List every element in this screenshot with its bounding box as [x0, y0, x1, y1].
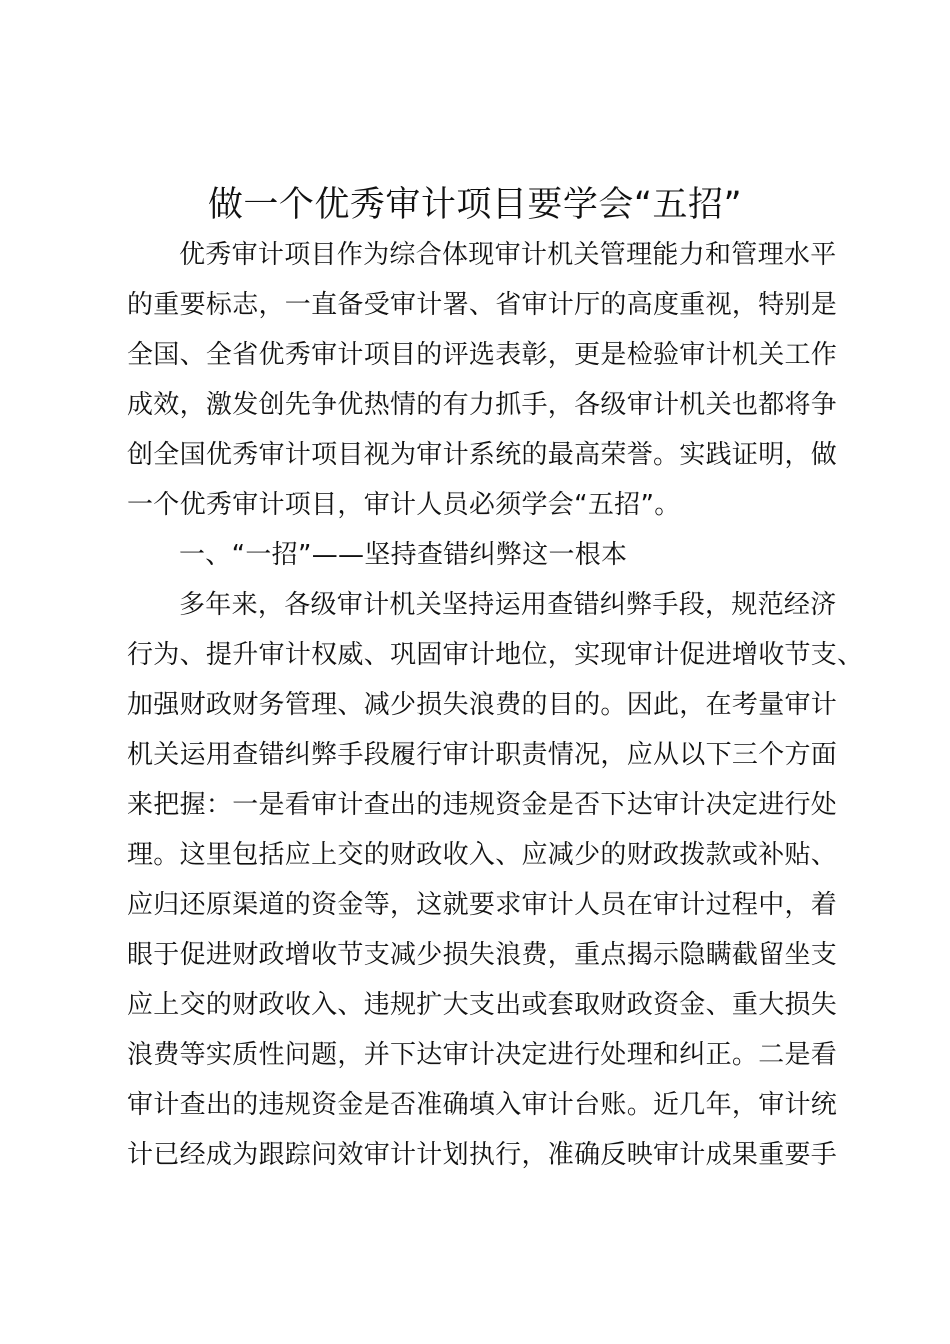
- text-line: 多年来，各级审计机关坚持运用查错纠弊手段，规范经济: [179, 590, 837, 620]
- text-line: 全国、全省优秀审计项目的评选表彰，更是检验审计机关工作: [127, 340, 838, 370]
- text-line: 机关运用查错纠弊手段履行审计职责情况，应从以下三个方面: [127, 740, 838, 770]
- text-line: 行为、提升审计权威、巩固审计地位，实现审计促进增收节支、: [127, 640, 864, 670]
- text-line: 浪费等实质性问题，并下达审计决定进行处理和纠正。二是看: [127, 1040, 838, 1070]
- document-body: [127, 230, 864, 1180]
- text-line: 理。这里包括应上交的财政收入、应减少的财政拨款或补贴、: [127, 840, 838, 870]
- text-line: 成效，激发创先争优热情的有力抓手，各级审计机关也都将争: [127, 390, 838, 420]
- text-line: 一个优秀审计项目，审计人员必须学会“五招”。: [127, 490, 681, 520]
- text-line: 计已经成为跟踪问效审计计划执行，准确反映审计成果重要手: [127, 1140, 838, 1170]
- text-line: 审计查出的违规资金是否准确填入审计台账。近几年，审计统: [127, 1090, 838, 1120]
- text-line: 优秀审计项目作为综合体现审计机关管理能力和管理水平: [179, 240, 837, 270]
- text-line: 一、“一招”——坚持查错纠弊这一根本: [179, 540, 628, 570]
- text-line: 来把握：一是看审计查出的违规资金是否下达审计决定进行处: [127, 790, 838, 820]
- text-line: 应归还原渠道的资金等，这就要求审计人员在审计过程中，着: [127, 890, 838, 920]
- document-title: 做一个优秀审计项目要学会“五招”: [207, 185, 743, 225]
- text-line: 眼于促进财政增收节支减少损失浪费，重点揭示隐瞒截留坐支: [127, 940, 838, 970]
- text-line: 应上交的财政收入、违规扩大支出或套取财政资金、重大损失: [127, 990, 838, 1020]
- text-line: 的重要标志，一直备受审计署、省审计厅的高度重视，特别是: [127, 290, 838, 320]
- text-line: 创全国优秀审计项目视为审计系统的最高荣誉。实践证明，做: [127, 440, 838, 470]
- text-line: 加强财政财务管理、减少损失浪费的目的。因此，在考量审计: [127, 690, 838, 720]
